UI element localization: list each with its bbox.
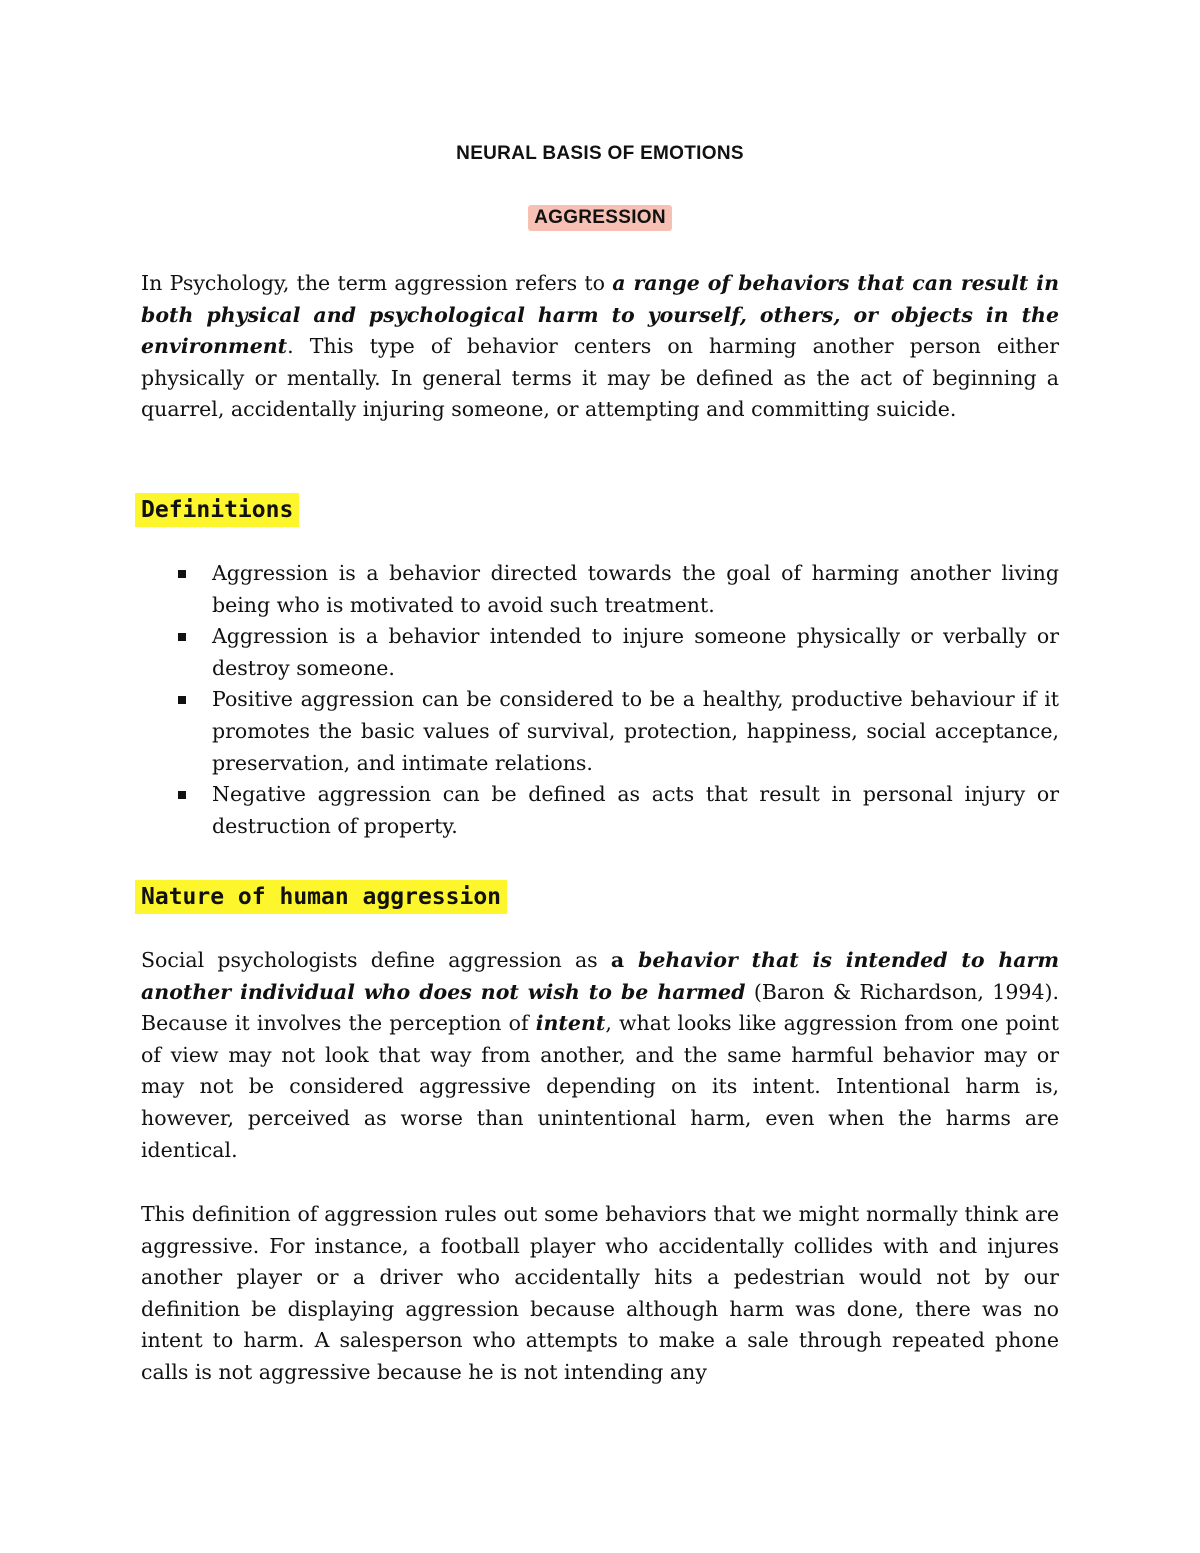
- nature-text-a: Social psychologists define aggression as: [141, 948, 611, 972]
- bullet-square-icon: [178, 791, 186, 799]
- definition-item: [141, 779, 1059, 842]
- definition-item: [141, 558, 1059, 621]
- nature-paragraph-2: This definition of aggression rules out some behaviors that we might normally think are aggressive. For instance, a football player who accidentally collides with and injures another player or a driver who accidentally hits a pedestrian would not by our definition be displaying aggression because although harm was done, there was no intent to harm. A salesperson who attempts to make a sale through repeated phone calls is not aggressive because he is not intending any: [141, 1202, 1059, 1384]
- nature-heading: Nature of human aggression: [135, 880, 507, 914]
- intro-text-1: In Psychology, the term aggression refers to: [141, 271, 613, 295]
- definition-item: [141, 684, 1059, 779]
- definitions-list: [141, 558, 1059, 842]
- bullet-square-icon: [178, 570, 186, 578]
- nature-paragraph-1: [141, 945, 1059, 1166]
- definitions-heading: Definitions: [135, 493, 299, 527]
- definition-text: Aggression is a behavior intended to injure someone physically or verbally or destroy someone.: [212, 624, 1059, 680]
- document-title: NEURAL BASIS OF EMOTIONS: [456, 143, 744, 164]
- intro-emphasis: a range of behaviors that can result in both physical and psychological harm to yourself, others, or objects in the environment: [141, 271, 1059, 359]
- subtitle-wrapper: [141, 205, 1059, 231]
- intro-text-2: . This type of behavior centers on harming another person either physically or mentally. In general terms it may be defined as the act of beginning a quarrel, accidentally injuring someone, or attempting and committing suicide.: [141, 334, 1059, 422]
- definition-text: Aggression is a behavior directed towards the goal of harming another living being who is motivated to avoid such treatment.: [212, 561, 1059, 617]
- nature-intent: intent: [535, 1011, 606, 1036]
- nature-emphasis: behavior that is intended to harm another individual who does not wish to be harmed: [141, 948, 1060, 1004]
- intro-paragraph: [141, 268, 1059, 426]
- bullet-square-icon: [178, 696, 186, 704]
- section-title-aggression: AGGRESSION: [528, 205, 672, 231]
- nature-text-b: a: [610, 948, 639, 972]
- definition-item: [141, 621, 1059, 684]
- nature-text-f: , what looks like aggression from one point of view may not look that way from another, and the same harmful behavior may or may not be considered aggressive depending on its intent. Intentional harm is, however, perceived as worse than unintentional harm, even when the harms are identical.: [141, 1011, 1059, 1162]
- definition-text: Positive aggression can be considered to be a healthy, productive behaviour if it promotes the basic values of survival, protection, happiness, social acceptance, preservation, and intimate relations.: [212, 687, 1059, 775]
- nature-text-d: (Baron & Richardson, 1994). Because it involves the perception of: [141, 979, 1059, 1036]
- definition-text: Negative aggression can be defined as acts that result in personal injury or destruction of property.: [212, 782, 1059, 838]
- bullet-square-icon: [178, 633, 186, 641]
